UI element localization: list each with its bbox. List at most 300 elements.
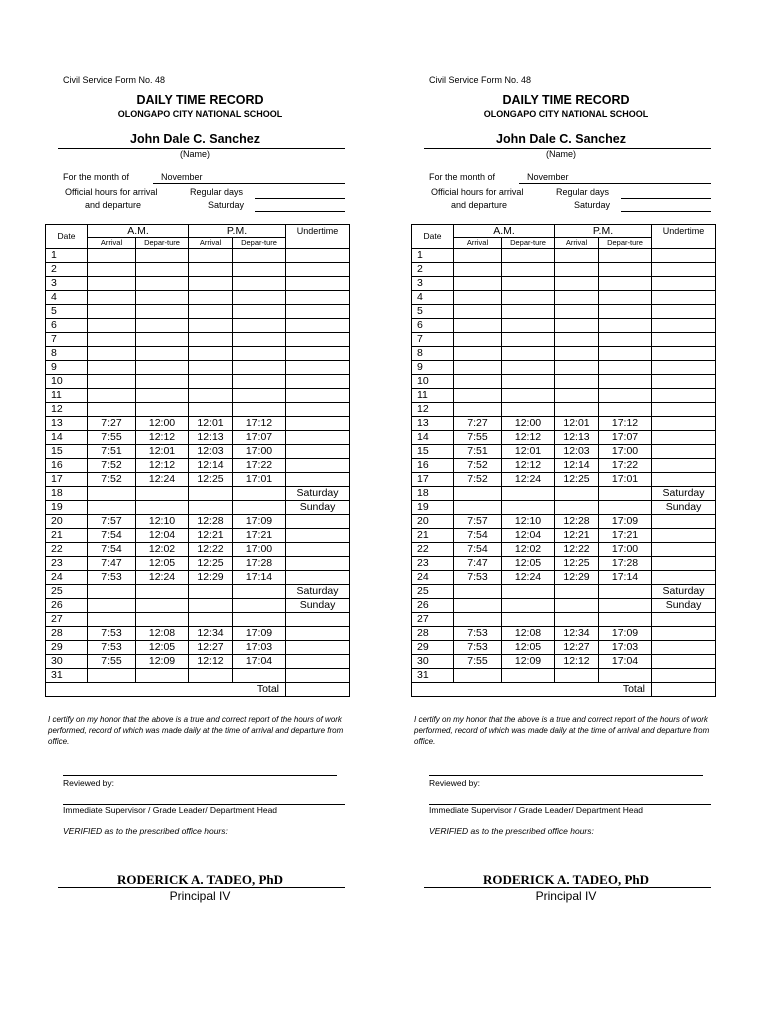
form-title: DAILY TIME RECORD [502,93,630,107]
undertime-cell [652,305,716,319]
am-departure-cell [502,319,555,333]
am-departure-cell [502,263,555,277]
pm-arrival-cell: 12:25 [189,557,233,571]
saturday-hours-label: Saturday [208,200,245,210]
regular-days-label: Regular days [556,187,610,197]
am-arrival-cell: 7:27 [454,417,502,431]
undertime-cell: Saturday [286,487,350,501]
am-arrival-cell: 7:52 [454,459,502,473]
am-departure-cell [136,347,189,361]
table-row [412,473,716,487]
date-cell: 12 [46,403,88,417]
pm-departure-cell [233,347,286,361]
am-departure-cell [502,305,555,319]
am-departure-cell [502,403,555,417]
undertime-cell [652,641,716,655]
total-row [412,683,716,697]
pm-arrival-cell [555,585,599,599]
date-header: Date [46,225,88,249]
am-departure-cell: 12:09 [502,655,555,669]
am-arrival-cell: 7:54 [454,543,502,557]
pm-arrival-cell [555,389,599,403]
principal-signature-line [58,887,345,888]
date-cell: 28 [46,627,88,641]
date-cell: 23 [412,557,454,571]
pm-departure-cell [233,613,286,627]
am-departure-cell: 12:01 [502,445,555,459]
am-departure-cell [502,361,555,375]
undertime-cell [652,459,716,473]
pm-departure-cell [233,291,286,305]
pm-arrival-cell [189,347,233,361]
am-departure-header: Depar-ture [136,238,189,249]
am-arrival-cell: 7:54 [88,529,136,543]
am-departure-cell [502,613,555,627]
date-cell: 26 [46,599,88,613]
saturday-hours-line [255,211,345,212]
principal-title: Principal IV [535,889,597,903]
pm-arrival-cell [555,613,599,627]
pm-arrival-cell: 12:01 [189,417,233,431]
date-cell: 21 [46,529,88,543]
am-arrival-cell [454,249,502,263]
date-cell: 19 [412,501,454,515]
am-arrival-cell [88,585,136,599]
table-row [412,641,716,655]
date-cell: 4 [412,291,454,305]
pm-departure-cell [233,249,286,263]
am-arrival-cell [88,249,136,263]
am-departure-cell [136,361,189,375]
table-row [46,599,350,613]
table-row [46,515,350,529]
am-arrival-cell [88,263,136,277]
name-caption: (Name) [545,149,576,159]
pm-arrival-cell [189,501,233,515]
employee-signature-line [429,775,703,776]
undertime-cell [652,319,716,333]
am-arrival-cell [88,669,136,683]
undertime-cell [652,389,716,403]
undertime-cell [652,403,716,417]
pm-departure-cell [599,403,652,417]
pm-departure-cell: 17:07 [233,431,286,445]
undertime-cell [286,529,350,543]
date-cell: 27 [412,613,454,627]
pm-arrival-cell [555,305,599,319]
pm-arrival-cell [189,599,233,613]
undertime-cell [286,291,350,305]
am-departure-cell: 12:12 [502,459,555,473]
am-departure-cell [502,333,555,347]
table-row [412,375,716,389]
date-cell: 10 [412,375,454,389]
table-row [46,557,350,571]
total-value-cell [286,683,350,697]
date-cell: 4 [46,291,88,305]
total-spacer-cell [412,683,454,697]
date-cell: 22 [412,543,454,557]
pm-arrival-cell: 12:27 [555,641,599,655]
pm-departure-cell [599,487,652,501]
undertime-cell [286,627,350,641]
table-row [412,459,716,473]
am-arrival-cell [88,291,136,305]
am-arrival-cell [454,669,502,683]
undertime-cell: Saturday [652,487,716,501]
table-row [412,529,716,543]
date-cell: 24 [412,571,454,585]
undertime-cell [652,627,716,641]
date-cell: 29 [412,641,454,655]
am-arrival-cell [88,389,136,403]
date-cell: 16 [412,459,454,473]
pm-departure-cell: 17:21 [233,529,286,543]
pm-header: P.M. [555,225,652,238]
dtr-form-right [411,0,721,1024]
pm-arrival-cell [189,291,233,305]
am-header: A.M. [88,225,189,238]
undertime-cell: Saturday [286,585,350,599]
am-departure-cell: 12:02 [502,543,555,557]
time-record-table [411,224,716,697]
table-row [412,305,716,319]
table-row [412,501,716,515]
pm-arrival-cell [189,277,233,291]
pm-arrival-cell [189,585,233,599]
pm-departure-cell [233,277,286,291]
pm-arrival-cell: 12:34 [555,627,599,641]
am-arrival-cell [454,375,502,389]
am-departure-cell [136,585,189,599]
am-departure-cell [136,389,189,403]
pm-departure-cell [599,263,652,277]
table-row [46,445,350,459]
pm-departure-cell: 17:07 [599,431,652,445]
am-departure-header: Depar-ture [502,238,555,249]
form-title: DAILY TIME RECORD [136,93,264,107]
date-cell: 31 [46,669,88,683]
pm-arrival-cell [555,319,599,333]
table-row [412,333,716,347]
am-arrival-cell [88,347,136,361]
am-departure-cell: 12:24 [502,571,555,585]
date-cell: 15 [412,445,454,459]
pm-departure-cell: 17:12 [233,417,286,431]
undertime-cell [286,403,350,417]
am-departure-cell: 12:10 [136,515,189,529]
am-arrival-cell: 7:55 [88,431,136,445]
table-row [46,641,350,655]
undertime-cell [286,347,350,361]
am-departure-cell [502,291,555,305]
pm-departure-cell [233,361,286,375]
name-caption: (Name) [179,149,210,159]
date-header: Date [412,225,454,249]
pm-departure-cell: 17:28 [233,557,286,571]
undertime-cell [652,655,716,669]
am-departure-cell: 12:05 [502,641,555,655]
undertime-cell [286,557,350,571]
am-departure-cell [136,501,189,515]
am-departure-cell: 12:12 [502,431,555,445]
am-departure-cell: 12:12 [136,459,189,473]
month-label: For the month of [63,172,130,182]
pm-departure-cell: 17:14 [233,571,286,585]
table-row [412,347,716,361]
official-hours-label: Official hours for arrival [65,187,158,197]
undertime-cell [652,445,716,459]
am-arrival-cell [454,361,502,375]
pm-arrival-cell [555,669,599,683]
table-row [412,277,716,291]
supervisor-label: Immediate Supervisor / Grade Leader/ Department Head [63,805,278,815]
am-arrival-cell: 7:55 [454,655,502,669]
am-arrival-cell: 7:54 [88,543,136,557]
table-row [412,389,716,403]
am-departure-cell [502,249,555,263]
pm-arrival-cell: 12:25 [555,473,599,487]
pm-arrival-cell: 12:13 [189,431,233,445]
table-row [46,375,350,389]
am-arrival-cell: 7:53 [88,627,136,641]
table-row [46,277,350,291]
pm-arrival-cell: 12:13 [555,431,599,445]
undertime-cell: Sunday [286,599,350,613]
pm-departure-cell: 17:00 [599,543,652,557]
total-label: Total [454,683,652,697]
pm-departure-cell [233,389,286,403]
table-row [46,669,350,683]
pm-header: P.M. [189,225,286,238]
pm-arrival-cell: 12:34 [189,627,233,641]
pm-departure-cell: 17:22 [599,459,652,473]
date-cell: 1 [46,249,88,263]
undertime-cell [286,515,350,529]
am-arrival-cell [88,487,136,501]
month-underline [519,183,711,184]
am-arrival-header: Arrival [454,238,502,249]
am-departure-cell: 12:24 [136,571,189,585]
am-arrival-cell [454,305,502,319]
pm-departure-cell: 17:14 [599,571,652,585]
date-cell: 16 [46,459,88,473]
am-arrival-cell [454,487,502,501]
pm-departure-cell [233,599,286,613]
undertime-cell [286,389,350,403]
table-row [412,585,716,599]
pm-arrival-cell: 12:21 [189,529,233,543]
undertime-cell [652,473,716,487]
principal-name: RODERICK A. TADEO, PhD [482,872,650,887]
official-hours-label-cont: and departure [85,200,142,210]
date-cell: 7 [412,333,454,347]
am-departure-cell: 12:12 [136,431,189,445]
certification-text: I certify on my honor that the above is a true and correct report of the hours of work performed, record of which was made daily at the time of arrival and departure from office. [48,715,344,746]
pm-arrival-cell [555,263,599,277]
pm-departure-cell: 17:09 [233,515,286,529]
date-cell: 6 [46,319,88,333]
undertime-cell [286,431,350,445]
total-label: Total [88,683,286,697]
pm-arrival-cell: 12:03 [555,445,599,459]
table-row [412,249,716,263]
am-departure-cell [136,319,189,333]
am-departure-cell [502,389,555,403]
date-cell: 14 [46,431,88,445]
am-departure-cell [136,277,189,291]
dtr-form-left [45,0,355,1024]
undertime-cell [286,263,350,277]
table-row [412,571,716,585]
official-hours-label: Official hours for arrival [431,187,524,197]
pm-departure-cell: 17:03 [233,641,286,655]
pm-arrival-cell [555,333,599,347]
am-departure-cell [136,291,189,305]
date-cell: 3 [46,277,88,291]
pm-arrival-header: Arrival [189,238,233,249]
pm-departure-cell [599,291,652,305]
pm-arrival-cell [189,487,233,501]
pm-departure-cell [599,501,652,515]
pm-departure-cell [233,487,286,501]
total-value-cell [652,683,716,697]
pm-arrival-cell [189,249,233,263]
table-row [412,291,716,305]
am-departure-cell: 12:00 [502,417,555,431]
table-row [46,655,350,669]
pm-arrival-cell [555,361,599,375]
am-departure-cell: 12:09 [136,655,189,669]
date-cell: 17 [412,473,454,487]
undertime-cell [652,375,716,389]
pm-arrival-cell: 12:22 [189,543,233,557]
am-arrival-cell: 7:57 [88,515,136,529]
certification-text: I certify on my honor that the above is a true and correct report of the hours of work performed, record of which was made daily at the time of arrival and departure from office. [414,715,710,746]
date-cell: 11 [412,389,454,403]
pm-arrival-cell: 12:12 [555,655,599,669]
pm-arrival-cell: 12:03 [189,445,233,459]
table-row [412,543,716,557]
pm-arrival-cell: 12:14 [189,459,233,473]
pm-departure-cell: 17:01 [233,473,286,487]
pm-arrival-cell [555,599,599,613]
undertime-cell [286,669,350,683]
pm-departure-cell: 17:04 [233,655,286,669]
date-cell: 14 [412,431,454,445]
form-number: Civil Service Form No. 48 [63,75,166,85]
pm-arrival-cell: 12:14 [555,459,599,473]
am-departure-cell [502,669,555,683]
pm-departure-cell: 17:00 [233,445,286,459]
undertime-cell [286,305,350,319]
am-departure-cell [136,613,189,627]
table-row [46,333,350,347]
pm-departure-cell [233,305,286,319]
pm-arrival-cell [555,291,599,305]
table-row [412,515,716,529]
am-departure-cell [502,501,555,515]
table-row [46,403,350,417]
date-cell: 1 [412,249,454,263]
pm-departure-cell [599,319,652,333]
pm-departure-cell: 17:21 [599,529,652,543]
table-row [46,529,350,543]
table-row [412,655,716,669]
reviewed-by-label: Reviewed by: [63,778,115,788]
am-departure-cell [136,305,189,319]
employee-name: John Dale C. Sanchez [496,132,626,146]
date-cell: 7 [46,333,88,347]
pm-arrival-cell [189,263,233,277]
am-arrival-cell: 7:51 [88,445,136,459]
pm-arrival-cell [555,501,599,515]
saturday-hours-line [621,211,711,212]
pm-departure-cell [599,305,652,319]
time-record-rows [412,249,716,683]
undertime-cell [286,613,350,627]
table-row [46,291,350,305]
undertime-cell [286,333,350,347]
table-row [46,487,350,501]
am-arrival-cell [88,403,136,417]
am-arrival-cell [88,305,136,319]
pm-departure-cell: 17:04 [599,655,652,669]
table-row [412,361,716,375]
undertime-cell [286,655,350,669]
am-arrival-cell [88,501,136,515]
am-arrival-cell: 7:54 [454,529,502,543]
date-cell: 8 [412,347,454,361]
pm-departure-cell: 17:09 [599,515,652,529]
undertime-cell: Saturday [652,585,716,599]
am-arrival-cell [454,277,502,291]
pm-arrival-cell [189,389,233,403]
date-cell: 20 [412,515,454,529]
pm-departure-cell [233,333,286,347]
verified-label: VERIFIED as to the prescribed office hours: [429,826,594,836]
am-departure-cell [136,375,189,389]
am-arrival-cell [454,403,502,417]
am-departure-cell [136,487,189,501]
am-arrival-cell [454,333,502,347]
pm-arrival-cell [189,361,233,375]
undertime-cell [652,613,716,627]
table-row [412,613,716,627]
date-cell: 9 [412,361,454,375]
table-row [46,361,350,375]
am-departure-cell: 12:05 [136,641,189,655]
date-cell: 9 [46,361,88,375]
pm-arrival-cell [555,403,599,417]
date-cell: 13 [46,417,88,431]
am-departure-cell: 12:08 [136,627,189,641]
am-arrival-cell: 7:53 [454,641,502,655]
total-row [46,683,350,697]
date-cell: 18 [412,487,454,501]
pm-arrival-cell [555,347,599,361]
am-departure-cell: 12:04 [502,529,555,543]
table-row [46,305,350,319]
month-label: For the month of [429,172,496,182]
am-departure-cell [502,347,555,361]
date-cell: 2 [412,263,454,277]
am-departure-cell: 12:08 [502,627,555,641]
employee-signature-line [63,775,337,776]
am-arrival-cell [88,277,136,291]
am-departure-cell [502,487,555,501]
pm-arrival-cell: 12:28 [189,515,233,529]
